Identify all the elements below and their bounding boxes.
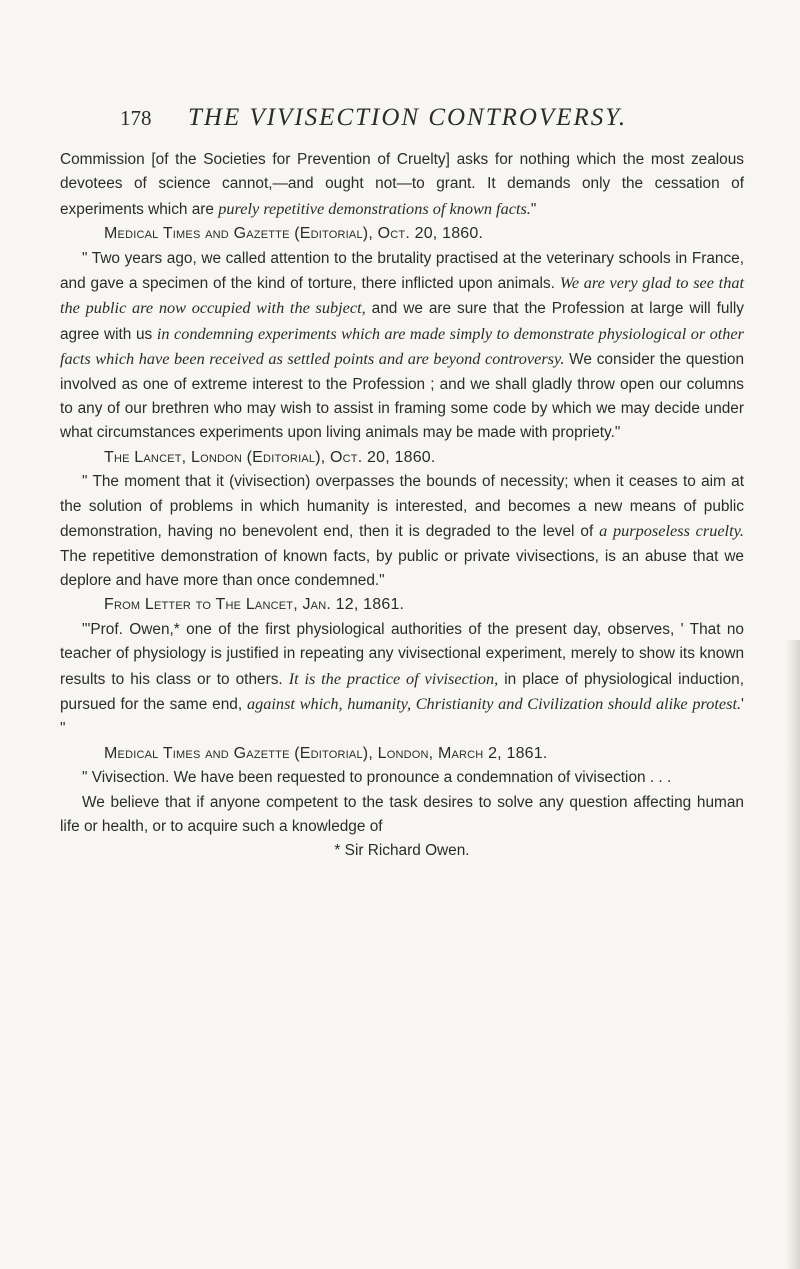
paragraph-continuation: We believe that if anyone competent to the task desires to solve any question affecting human life or health, or to acquire such a knowledge of (60, 793, 744, 835)
body-text (60, 148, 744, 864)
page-number: 178 (120, 106, 152, 130)
page-header (120, 104, 720, 136)
footnote: * Sir Richard Owen. (334, 842, 470, 860)
paragraph-commission: Commission [of the Societies for Prevention of Cruelty] asks for nothing which the most zealous devotees of science cannot,—and ought not—to grant. It demands only the cessation of experiments which are purely repetitive demonstrations of known facts." (60, 151, 744, 218)
source-citation: The Lancet, London (Editorial), Oct. 20, 1860. (104, 448, 436, 466)
paragraph-quote: "'Prof. Owen,* one of the first physiological authorities of the present day, observes, ' That no teacher of physiology is justified in repeating any vivisectional experiment, merely to show its known results to his class or to others. It is the practice of vivisection, in place of physiological induction, pursued for the same end, against which, humanity, Christianity and Civilization should alike protest.' " (60, 620, 744, 738)
paragraph-quote: " Two years ago, we called attention to the brutality practised at the veterinary schools in France, and gave a specimen of the kind of torture, there inflicted upon animals. We are very glad to see that the public are now occupied with the subject, and we are sure that the Profession at large will fully agree with us in condemning experiments which are made simply to demonstrate physiological or other facts which have been received as settled points and are beyond controversy. We consider the question involved as one of extreme interest to the Profession ; and we shall gladly throw open our columns to any of our brethren who may wish to assist in framing some code by which we may decide under what circumstances experiments upon living animals may be made with propriety." (60, 249, 745, 442)
source-citation: From Letter to The Lancet, Jan. 12, 1861. (104, 596, 405, 614)
paragraph-quote: " Vivisection. We have been requested to pronounce a condemnation of vivisection . . . (82, 769, 672, 787)
page-edge-shadow (786, 640, 800, 1269)
paragraph-quote: " The moment that it (vivisection) overpasses the bounds of necessity; when it ceases to aim at the solution of problems in which humanity is interested, and becomes a new means of public demonstration, having no benevolent end, then it is degraded to the level of a purposeless cruelty. The repetitive demonstration of known facts, by public or private vivisections, is an abuse that we deplore and have more than once condemned." (60, 473, 745, 589)
source-citation: Medical Times and Gazette (Editorial), Oct. 20, 1860. (104, 225, 484, 243)
running-title: THE VIVISECTION CONTROVERSY. (188, 104, 628, 131)
source-citation: Medical Times and Gazette (Editorial), London, March 2, 1861. (104, 744, 548, 762)
